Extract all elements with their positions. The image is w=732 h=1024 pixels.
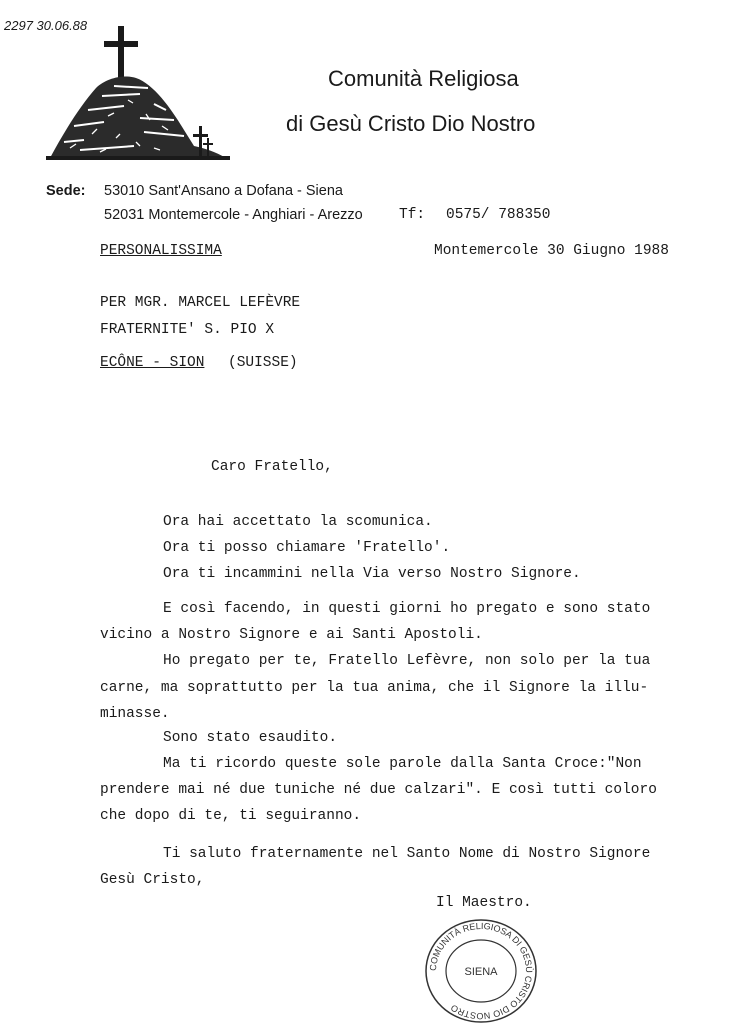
document-reference: 2297 30.06.88 (4, 18, 88, 33)
body-line: E così facendo, in questi giorni ho pregato e sono stato (163, 601, 651, 617)
place-date: Montemercole 30 Giugno 1988 (434, 243, 669, 259)
organization-name-line2: di Gesù Cristo Dio Nostro (286, 111, 536, 136)
body-line: vicino a Nostro Signore e ai Santi Apostoli. (100, 627, 483, 643)
logo-hill-cross-icon (44, 22, 234, 167)
salutation: Caro Fratello, (211, 459, 333, 475)
body-line: Ho pregato per te, Fratello Lefèvre, non solo per la tua (163, 653, 651, 669)
body-line: Ora ti incammini nella Via verso Nostro Signore. (163, 566, 581, 582)
body-line: Sono stato esaudito. (163, 730, 338, 746)
organization-name-line1: Comunità Religiosa (328, 66, 519, 91)
signoff: Il Maestro. (436, 895, 532, 911)
personal-marking: PERSONALISSIMA (100, 243, 222, 259)
body-line: Ti saluto fraternamente nel Santo Nome di Nostro Signore (163, 846, 651, 862)
stamp-center-text: SIENA (464, 966, 498, 978)
phone-number: 0575/ 788350 (446, 207, 551, 223)
recipient-line-2: FRATERNITE' S. PIO X (100, 322, 275, 338)
recipient-line-1: PER MGR. MARCEL LEFÈVRE (100, 295, 301, 311)
body-line: Ma ti ricordo queste sole parole dalla Santa Croce:"Non (163, 756, 642, 772)
phone-label: Tf: (399, 207, 426, 223)
sede-address-1: 53010 Sant'Ansano a Dofana - Siena (104, 183, 343, 199)
body-line: Ora ti posso chiamare 'Fratello'. (163, 540, 451, 556)
body-line: Ora hai accettato la scomunica. (163, 514, 433, 530)
recipient-country: (SUISSE) (228, 355, 298, 371)
stamp-ring-text: COMUNITÀ RELIGIOSA DI GESÙ CRISTO DIO NOSTRO (427, 920, 535, 1022)
recipient-place: ECÔNE - SION (100, 355, 205, 371)
official-stamp (423, 918, 539, 1024)
sede-address-2: 52031 Montemercole - Anghiari - Arezzo (104, 207, 363, 223)
body-line: prendere mai né due tuniche né due calzari". E così tutti coloro (100, 782, 657, 798)
body-line: che dopo di te, ti seguiranno. (100, 808, 362, 824)
sede-label: Sede: (46, 183, 86, 199)
body-line: carne, ma soprattutto per la tua anima, che il Signore la illu- (100, 680, 649, 696)
body-line: minasse. (100, 706, 170, 722)
body-line: Gesù Cristo, (100, 872, 205, 888)
